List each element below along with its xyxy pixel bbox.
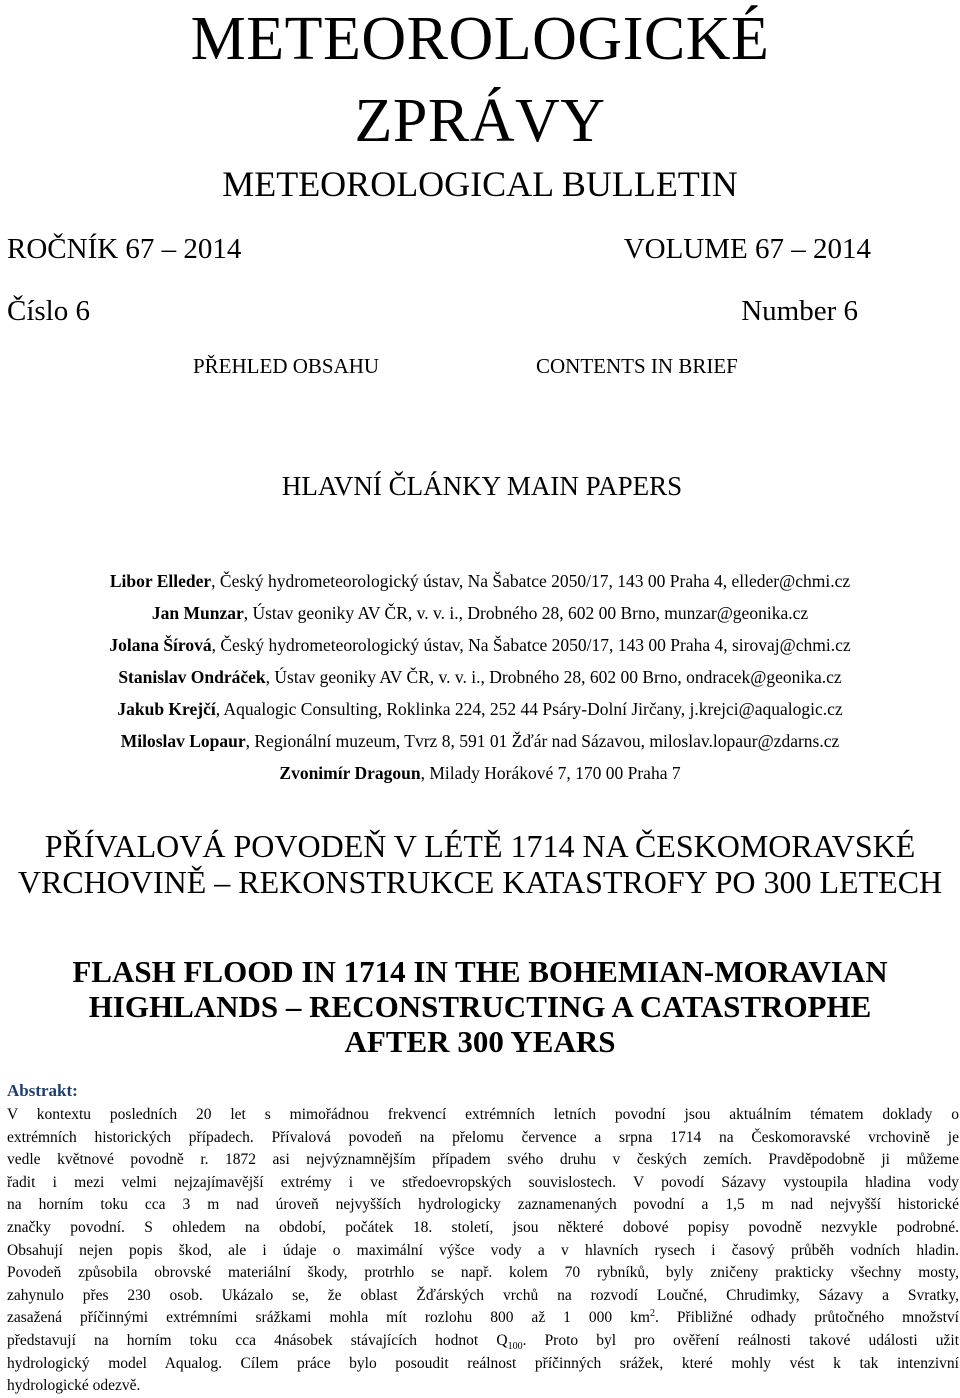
- journal-title-line2: ZPRÁVY: [354, 87, 606, 155]
- article-title-cz-line1: PŘÍVALOVÁ POVODEŇ V LÉTĚ 1714 NA ČESKOMORAVSKÉ: [44, 828, 916, 864]
- abstract-line: zahynulo přes 230 osob. Ukázalo se, že oblast Žďárských vrchů na rozvodí Loučné, Chrudimky, Sázavy a Svratky,: [7, 1286, 959, 1304]
- abstract-line-tail: . Přibližné odhady průtočného množství: [654, 1309, 959, 1327]
- author-name: Jan Munzar: [151, 603, 244, 623]
- number-en: Number 6: [741, 295, 858, 327]
- author-name: Zvonimír Dragoun: [279, 763, 421, 783]
- article-title-en-line1: FLASH FLOOD IN 1714 IN THE BOHEMIAN-MORAVIAN: [72, 954, 888, 989]
- abstract-line: hydrologický model Aqualog. Cílem práce bylo posoudit reálnost příčinných srážek, které mohly vést k tak intenzivní: [7, 1354, 959, 1372]
- journal-subtitle: METEOROLOGICAL BULLETIN: [222, 164, 738, 204]
- author-name: Miloslav Lopaur: [120, 731, 246, 751]
- article-title-en-line3: AFTER 300 YEARS: [344, 1024, 616, 1059]
- author-line: [0, 634, 960, 656]
- abstract-line: V kontextu posledních 20 let s mimořádnou frekvencí extrémních letních povodní jsou aktuálním tématem doklady o: [7, 1106, 959, 1123]
- abstract-line: na horním toku cca 3 m nad úroveň nejvyšších hydrologicky zaznamenaných povodní a 1,5 m nad nejvyšší historické: [7, 1196, 959, 1214]
- abstract-line: extrémních historických případech. Přívalová povodeň na přelomu července a srpna 1714 na Českomoravské vrchovině je: [7, 1128, 959, 1146]
- article-title-en-line2: HIGHLANDS – RECONSTRUCTING A CATASTROPHE: [88, 989, 872, 1024]
- author-affiliation: , Český hydrometeorologický ústav, Na Šabatce 2050/17, 143 00 Praha 4, sirovaj@chmi.cz: [211, 635, 851, 655]
- author-line: [0, 698, 960, 720]
- subscript: 100: [507, 1341, 523, 1353]
- author-affiliation: , Ústav geoniky AV ČR, v. v. i., Drobného 28, 602 00 Brno, munzar@geonika.cz: [243, 603, 809, 623]
- author-line: [0, 602, 960, 624]
- superscript: 2: [649, 1308, 655, 1320]
- abstract-line-text: představují na horním toku cca 4násobek stávajících hodnot Q: [7, 1331, 508, 1349]
- author-affiliation: , Regionální muzeum, Tvrz 8, 591 01 Žďár nad Sázavou, miloslav.lopaur@zdarns.cz: [245, 731, 840, 751]
- abstract-label: Abstrakt:: [7, 1081, 78, 1100]
- author-name: Jolana Šírová: [109, 635, 212, 655]
- abstract-line: řadit i mezi velmi nejzajímavější extrémy i ve středoevropských souvislostech. V povodí Sázavy vystoupila hladina vody: [7, 1173, 959, 1191]
- journal-title-line1: METEOROLOGICKÉ: [190, 5, 770, 73]
- volume-cz: ROČNÍK 67 – 2014: [7, 233, 242, 265]
- abstract-line: [7, 1307, 959, 1330]
- abstract-line: Obsahují nejen popis škod, ale i údaje o maximální výšce vody a v hlavních rysech i časový průběh vodních hladin.: [7, 1241, 959, 1259]
- author-affiliation: , Milady Horákové 7, 170 00 Praha 7: [420, 763, 681, 783]
- abstract-text: [7, 1104, 959, 1398]
- abstract-line: Povodeň způsobila obrovské materiální škody, protrhlo se např. kolem 70 rybníků, byly zničeny prakticky všechny mosty,: [7, 1264, 959, 1282]
- author-affiliation: , Ústav geoniky AV ČR, v. v. i., Drobného 28, 602 00 Brno, ondracek@geonika.cz: [265, 667, 842, 687]
- author-name: Stanislav Ondráček: [118, 667, 266, 687]
- abstract-line: [7, 1330, 959, 1353]
- abstract-line: hydrologické odezvě.: [7, 1377, 141, 1395]
- abstract-line-text: zasažená příčinnými extrémními srážkami mohla mít rozlohu 800 až 1 000 km: [7, 1309, 650, 1327]
- abstract-line-tail: . Proto byl pro ověření reálnosti takové události užit: [522, 1331, 959, 1349]
- author-line: [0, 666, 960, 688]
- contents-brief-cz: PŘEHLED OBSAHU: [193, 354, 380, 378]
- contents-brief-en: CONTENTS IN BRIEF: [536, 354, 738, 378]
- abstract-line: vedle květnové povodně r. 1872 asi nejvýznamnějším případem svého druhu v českých zemích. Pravděpodobně ji můžeme: [7, 1151, 959, 1169]
- author-line: [0, 762, 960, 784]
- section-label: HLAVNÍ ČLÁNKY MAIN PAPERS: [281, 471, 683, 501]
- author-line: [0, 570, 960, 592]
- article-title-cz-line2: VRCHOVINĚ – REKONSTRUKCE KATASTROFY PO 300 LETECH: [17, 864, 943, 900]
- author-name: Jakub Krejčí: [117, 699, 216, 719]
- number-cz: Číslo 6: [7, 295, 90, 327]
- author-line: [0, 730, 960, 752]
- author-affiliation: , Český hydrometeorologický ústav, Na Šabatce 2050/17, 143 00 Praha 4, elleder@chmi.cz: [211, 571, 851, 591]
- abstract-line: značky povodní. S ohledem na období, počátek 18. století, jsou některé dobové popisy povodně nezvykle podrobné.: [7, 1218, 959, 1236]
- author-name: Libor Elleder: [109, 571, 212, 591]
- volume-en: VOLUME 67 – 2014: [623, 233, 871, 265]
- author-affiliation: , Aqualogic Consulting, Roklinka 224, 252 44 Psáry-Dolní Jirčany, j.krejci@aqualogic.cz: [215, 699, 843, 719]
